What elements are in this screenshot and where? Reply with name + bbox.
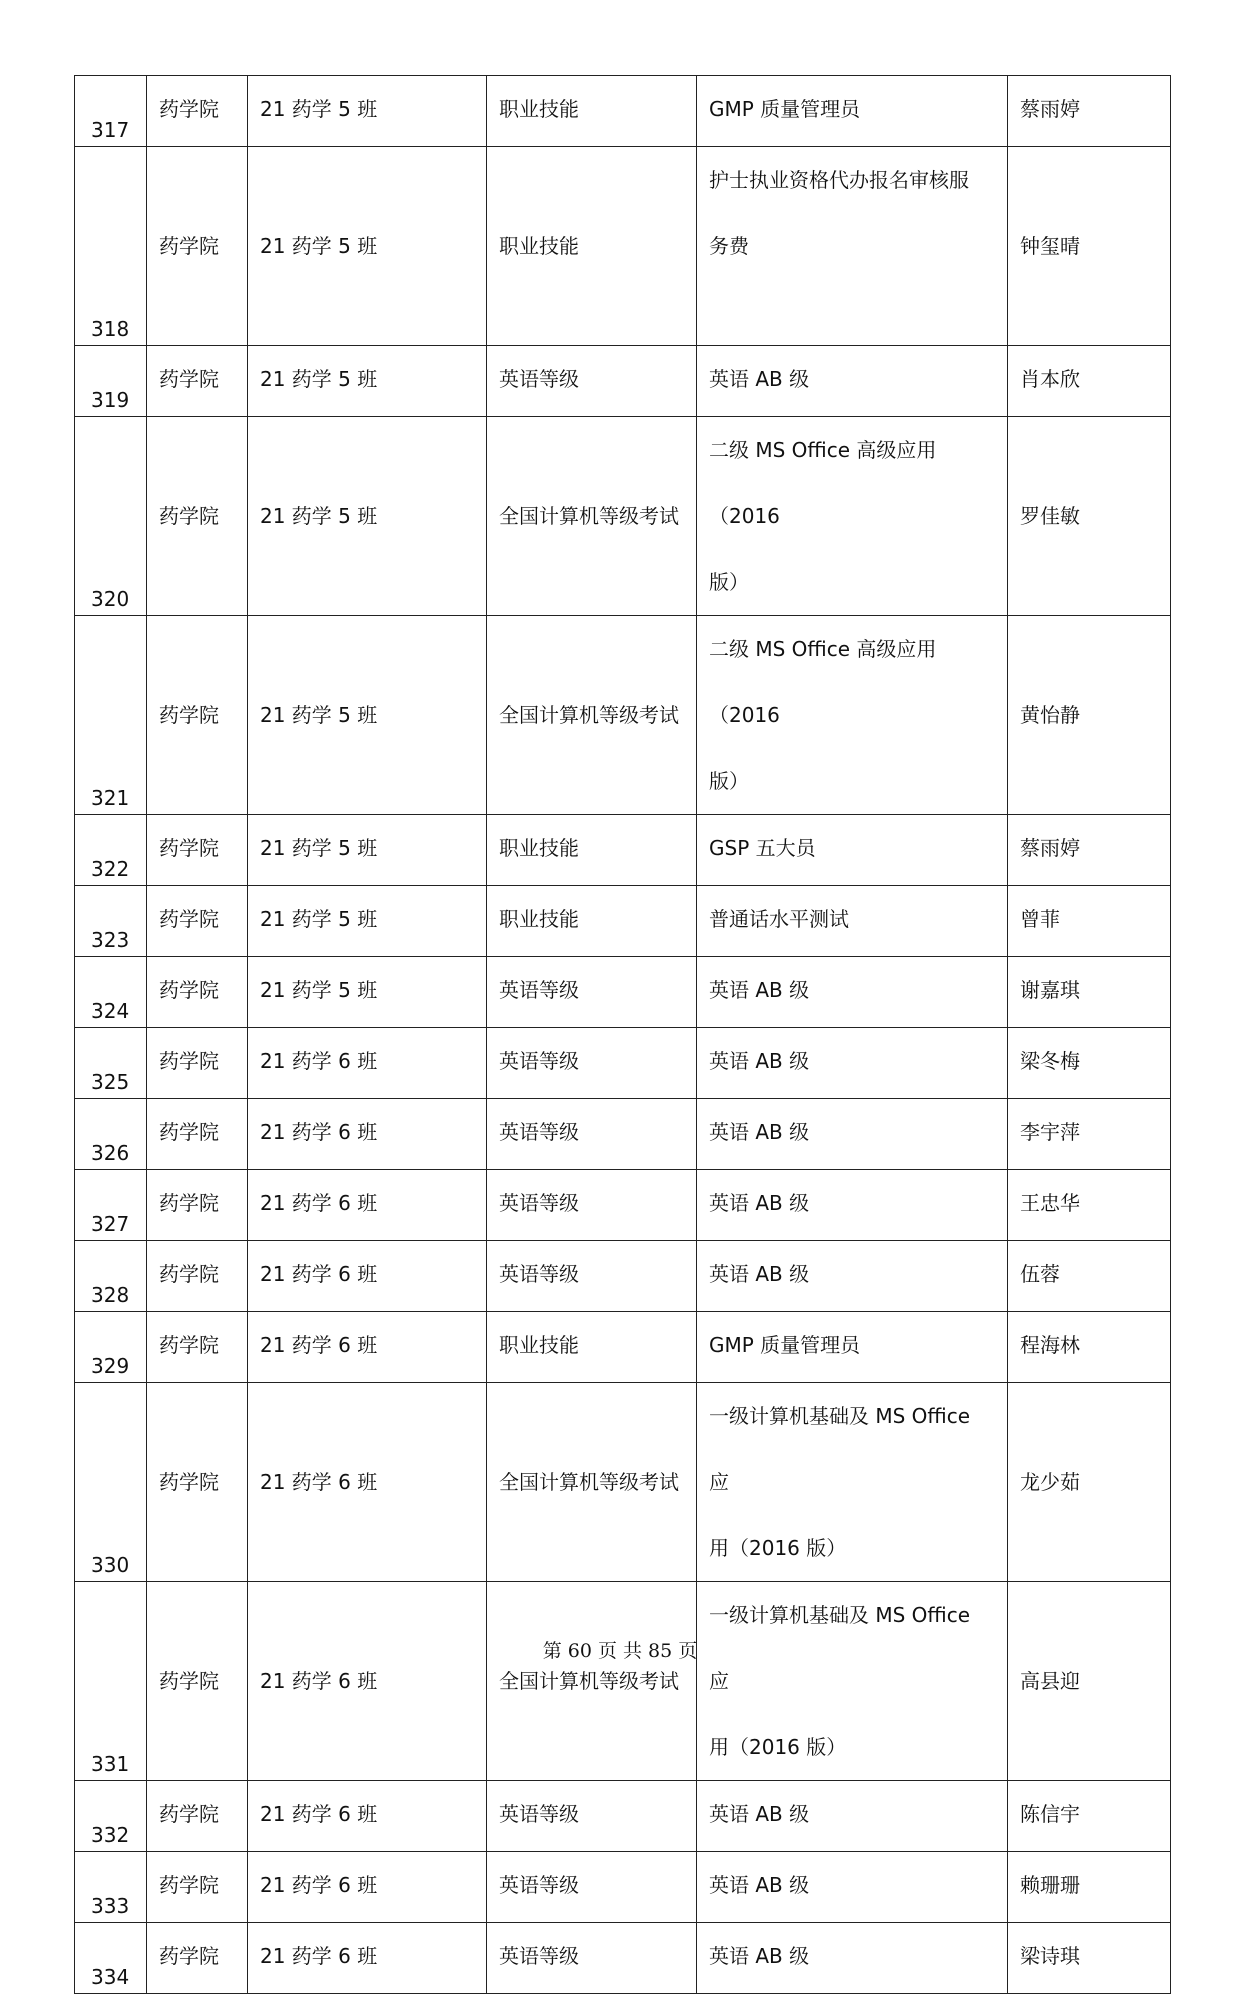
item-line: 务费 [709,234,749,258]
row-number-cell: 322 [75,815,147,886]
class-cell: 21 药学 6 班 [248,1241,487,1312]
category-cell: 英语等级 [487,1852,697,1923]
college-cell: 药学院 [147,1582,248,1781]
item-line: 一级计算机基础及 MS Office 应 [709,1603,971,1693]
item-cell [697,1170,1008,1241]
row-number-cell: 323 [75,886,147,957]
college-cell: 药学院 [147,1099,248,1170]
category-cell: 全国计算机等级考试 [487,1383,697,1582]
category-cell: 英语等级 [487,1099,697,1170]
name-cell: 龙少茹 [1008,1383,1171,1582]
class-cell: 21 药学 5 班 [248,886,487,957]
row-number-cell: 321 [75,616,147,815]
college-cell: 药学院 [147,1312,248,1383]
item-line: 英语 AB 级 [709,1262,810,1286]
item-line: 英语 AB 级 [709,1120,810,1144]
item-line: 英语 AB 级 [709,1944,810,1968]
table-row [75,1852,1171,1923]
name-cell: 梁诗琪 [1008,1923,1171,1994]
name-cell: 梁冬梅 [1008,1028,1171,1099]
item-cell [697,147,1008,346]
name-cell: 程海林 [1008,1312,1171,1383]
name-cell: 罗佳敏 [1008,417,1171,616]
item-line: 英语 AB 级 [709,1873,810,1897]
class-cell: 21 药学 5 班 [248,76,487,147]
class-cell: 21 药学 6 班 [248,1781,487,1852]
category-cell: 英语等级 [487,1028,697,1099]
row-number-cell: 332 [75,1781,147,1852]
class-cell: 21 药学 6 班 [248,1312,487,1383]
category-cell: 职业技能 [487,815,697,886]
item-cell [697,1781,1008,1852]
category-cell: 职业技能 [487,147,697,346]
category-cell: 英语等级 [487,957,697,1028]
college-cell: 药学院 [147,1028,248,1099]
table-row [75,1781,1171,1852]
category-cell: 职业技能 [487,886,697,957]
row-number-cell: 333 [75,1852,147,1923]
item-cell [697,1582,1008,1781]
category-cell: 全国计算机等级考试 [487,1582,697,1781]
table-row [75,957,1171,1028]
college-cell: 药学院 [147,815,248,886]
item-cell [697,1923,1008,1994]
college-cell: 药学院 [147,1781,248,1852]
item-line: 版） [709,769,749,793]
class-cell: 21 药学 5 班 [248,417,487,616]
item-line: GMP 质量管理员 [709,97,861,121]
college-cell: 药学院 [147,346,248,417]
item-cell [697,1099,1008,1170]
row-number-cell: 324 [75,957,147,1028]
item-cell [697,1383,1008,1582]
item-cell [697,1241,1008,1312]
table-row [75,886,1171,957]
class-cell: 21 药学 5 班 [248,147,487,346]
class-cell: 21 药学 5 班 [248,616,487,815]
class-cell: 21 药学 6 班 [248,1099,487,1170]
class-cell: 21 药学 6 班 [248,1852,487,1923]
college-cell: 药学院 [147,616,248,815]
name-cell: 王忠华 [1008,1170,1171,1241]
page-footer: 第 60 页 共 85 页 [542,1640,698,1662]
class-cell: 21 药学 6 班 [248,1582,487,1781]
item-cell [697,346,1008,417]
class-cell: 21 药学 5 班 [248,957,487,1028]
item-line: 英语 AB 级 [709,1191,810,1215]
name-cell: 李宇萍 [1008,1099,1171,1170]
table-row [75,417,1171,616]
item-cell [697,1028,1008,1099]
category-cell: 英语等级 [487,1923,697,1994]
item-line: 二级 MS Office 高级应用（2016 [709,637,937,727]
item-line: GMP 质量管理员 [709,1333,861,1357]
row-number-cell: 319 [75,346,147,417]
table-row [75,1923,1171,1994]
item-cell [697,815,1008,886]
item-cell [697,76,1008,147]
item-cell [697,957,1008,1028]
table-row [75,1312,1171,1383]
class-cell: 21 药学 5 班 [248,815,487,886]
category-cell: 全国计算机等级考试 [487,616,697,815]
college-cell: 药学院 [147,1852,248,1923]
item-line: 二级 MS Office 高级应用（2016 [709,438,937,528]
row-number-cell: 334 [75,1923,147,1994]
item-line: 英语 AB 级 [709,1049,810,1073]
college-cell: 药学院 [147,147,248,346]
item-line: 英语 AB 级 [709,978,810,1002]
category-cell: 英语等级 [487,1781,697,1852]
table-row [75,1383,1171,1582]
row-number-cell: 329 [75,1312,147,1383]
name-cell: 肖本欣 [1008,346,1171,417]
category-cell: 英语等级 [487,1241,697,1312]
table-row [75,1099,1171,1170]
class-cell: 21 药学 6 班 [248,1028,487,1099]
name-cell: 陈信宇 [1008,1781,1171,1852]
college-cell: 药学院 [147,1383,248,1582]
category-cell: 英语等级 [487,1170,697,1241]
name-cell: 曾菲 [1008,886,1171,957]
table-row [75,616,1171,815]
item-line: 用（2016 版） [709,1536,847,1560]
name-cell: 伍蓉 [1008,1241,1171,1312]
college-cell: 药学院 [147,886,248,957]
table-row [75,346,1171,417]
item-line: 普通话水平测试 [709,907,849,931]
table-row [75,1028,1171,1099]
college-cell: 药学院 [147,957,248,1028]
item-cell [697,616,1008,815]
row-number-cell: 328 [75,1241,147,1312]
table-row [75,76,1171,147]
class-cell: 21 药学 6 班 [248,1170,487,1241]
item-line: 英语 AB 级 [709,1802,810,1826]
name-cell: 蔡雨婷 [1008,815,1171,886]
table-row [75,1170,1171,1241]
item-cell [697,886,1008,957]
item-line: 版） [709,570,749,594]
class-cell: 21 药学 6 班 [248,1923,487,1994]
item-line: GSP 五大员 [709,836,816,860]
name-cell: 黄怡静 [1008,616,1171,815]
table-row [75,147,1171,346]
row-number-cell: 317 [75,76,147,147]
item-cell [697,1852,1008,1923]
item-cell [697,417,1008,616]
class-cell: 21 药学 5 班 [248,346,487,417]
name-cell: 蔡雨婷 [1008,76,1171,147]
table-row [75,1582,1171,1781]
row-number-cell: 326 [75,1099,147,1170]
item-cell [697,1312,1008,1383]
row-number-cell: 331 [75,1582,147,1781]
name-cell: 钟玺晴 [1008,147,1171,346]
college-cell: 药学院 [147,1241,248,1312]
item-line: 英语 AB 级 [709,367,810,391]
records-table [74,75,1171,1994]
category-cell: 英语等级 [487,346,697,417]
name-cell: 赖珊珊 [1008,1852,1171,1923]
item-line: 一级计算机基础及 MS Office 应 [709,1404,971,1494]
name-cell: 谢嘉琪 [1008,957,1171,1028]
category-cell: 全国计算机等级考试 [487,417,697,616]
row-number-cell: 320 [75,417,147,616]
row-number-cell: 325 [75,1028,147,1099]
class-cell: 21 药学 6 班 [248,1383,487,1582]
records-table-body [75,76,1171,1994]
category-cell: 职业技能 [487,1312,697,1383]
category-cell: 职业技能 [487,76,697,147]
row-number-cell: 318 [75,147,147,346]
college-cell: 药学院 [147,1923,248,1994]
item-line: 用（2016 版） [709,1735,847,1759]
name-cell: 高县迎 [1008,1582,1171,1781]
item-line: 护士执业资格代办报名审核服 [709,168,969,192]
table-row [75,815,1171,886]
table-row [75,1241,1171,1312]
college-cell: 药学院 [147,1170,248,1241]
college-cell: 药学院 [147,417,248,616]
row-number-cell: 327 [75,1170,147,1241]
college-cell: 药学院 [147,76,248,147]
row-number-cell: 330 [75,1383,147,1582]
